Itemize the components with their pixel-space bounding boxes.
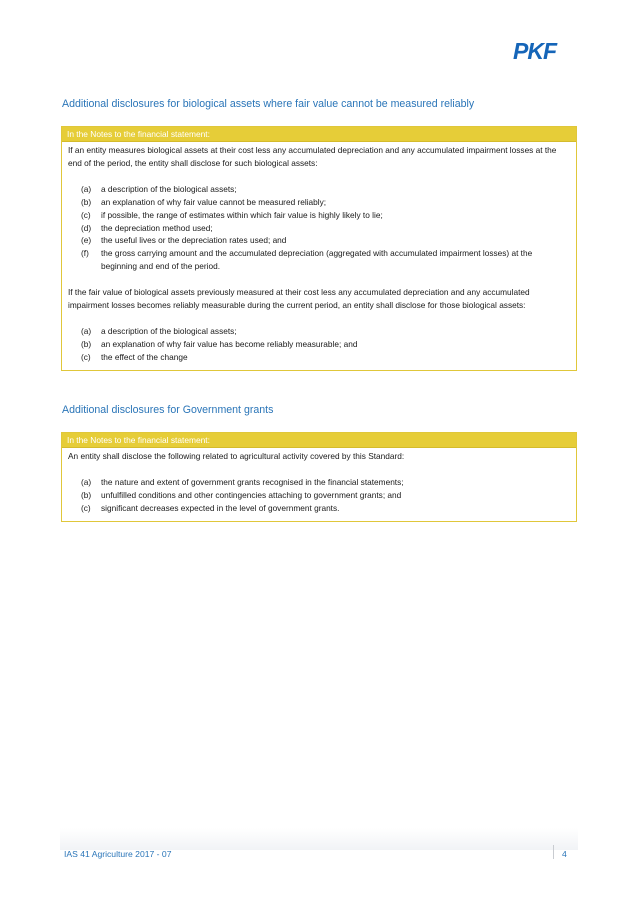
list-item: (a) a description of the biological assets; [81, 183, 237, 194]
list-item: (b) an explanation of why fair value has become reliably measurable; and [81, 338, 358, 349]
section-title-government-grants: Additional disclosures for Government grants [62, 404, 274, 416]
list-item: (c) if possible, the range of estimates within which fair value is highly likely to lie; [81, 209, 383, 220]
box-body [62, 142, 576, 370]
section-title-biological-assets: Additional disclosures for biological assets where fair value cannot be measured reliably [62, 98, 475, 110]
box-body [62, 448, 576, 521]
list-item: (f) the gross carrying amount and the accumulated depreciation (aggregated with accumulated impairment losses) at the beginning and end of the period. [81, 248, 533, 272]
footer-shade [60, 828, 578, 850]
disclosure-list [68, 183, 570, 273]
footer-divider [553, 845, 554, 859]
list-item: (c) significant decreases expected in the level of government grants. [81, 502, 340, 513]
list-item: (b) unfulfilled conditions and other contingencies attaching to government grants; and [81, 489, 402, 500]
box-header: In the Notes to the financial statement: [62, 433, 576, 448]
list-item: (d) the depreciation method used; [81, 222, 213, 233]
intro-paragraph-2: If the fair value of biological assets previously measured at their cost less any accumulated depreciation and any accumulated impairment losses becomes reliably measurable during the current period, an entity shall disclose for those biological assets: [68, 287, 530, 311]
list-item: (a) a description of the biological assets; [81, 325, 237, 336]
box-header: In the Notes to the financial statement: [62, 127, 576, 142]
footer-document-title: IAS 41 Agriculture 2017 - 07 [64, 849, 172, 859]
disclosure-list-2 [68, 325, 570, 364]
list-item: (a) the nature and extent of government grants recognised in the financial statements; [81, 476, 404, 487]
intro-paragraph: An entity shall disclose the following related to agricultural activity covered by this Standard: [68, 451, 405, 461]
disclosure-box-biological-assets [61, 126, 577, 371]
list-item: (e) the useful lives or the depreciation rates used; and [81, 235, 287, 246]
page-number: 4 [562, 849, 567, 859]
disclosure-box-government-grants [61, 432, 577, 522]
intro-paragraph: If an entity measures biological assets at their cost less any accumulated depreciation and any accumulated impairment losses at the end of the period, the entity shall disclose for such biological assets: [68, 145, 557, 168]
list-item: (b) an explanation of why fair value cannot be measured reliably; [81, 196, 327, 207]
disclosure-list [68, 476, 570, 515]
pkf-logo: PKF [513, 38, 556, 64]
list-item: (c) the effect of the change [81, 351, 188, 362]
